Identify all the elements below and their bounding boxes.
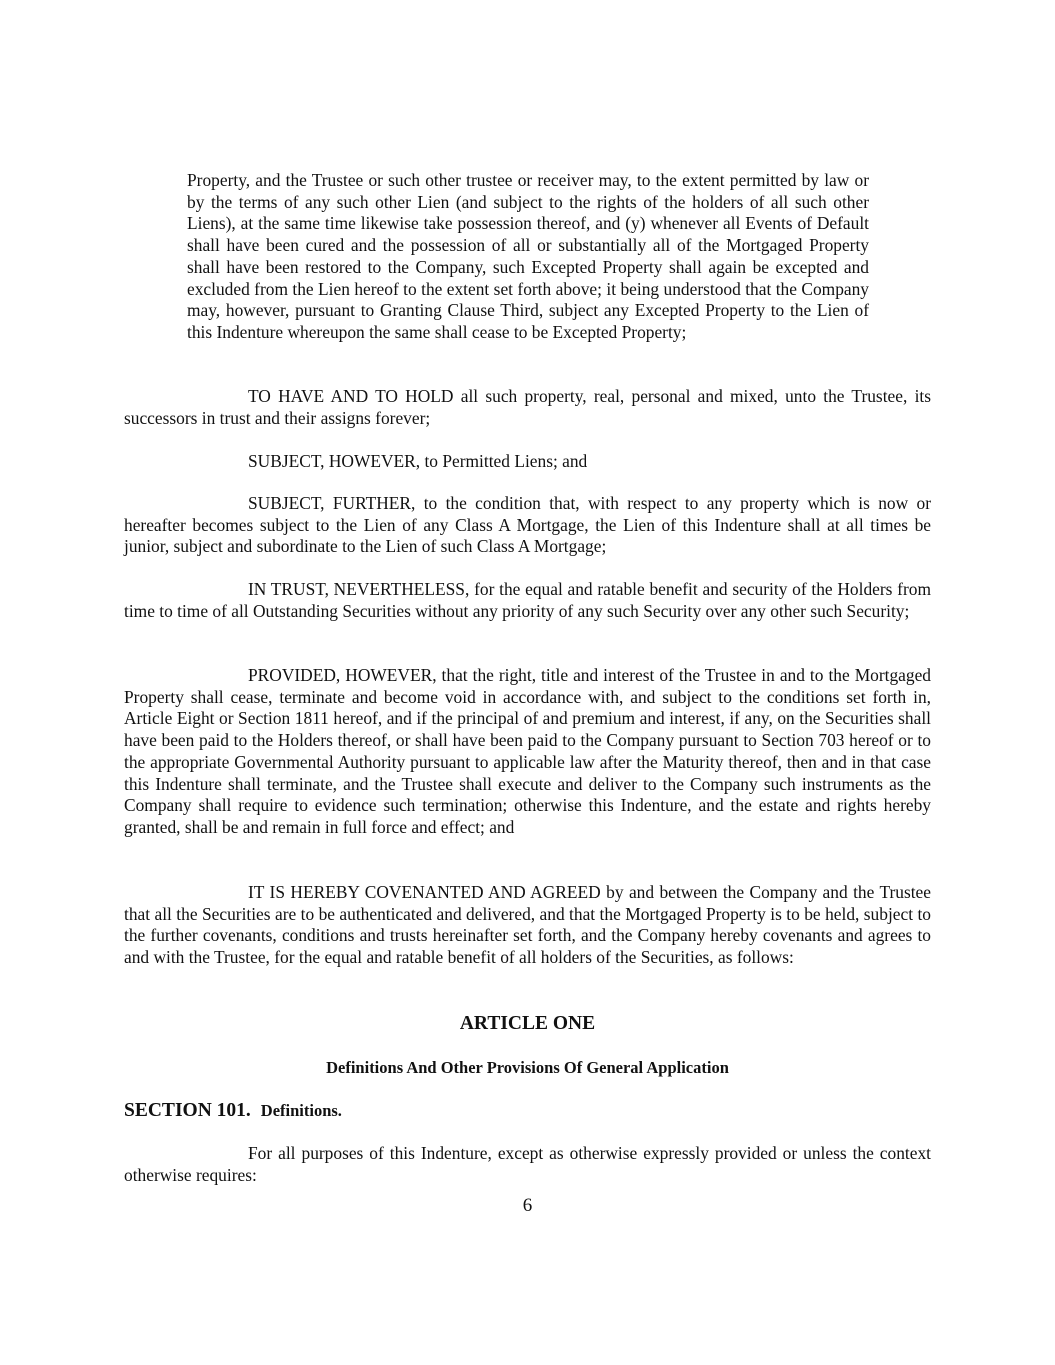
paragraph-text: IT IS HEREBY COVENANTED AND AGREED by and between the Company and the Trustee that all the Securities are to be authenticated and delivered, and that the Mortgaged Property is to be held, subject to the further covenants, conditions and trusts hereinafter set forth, and the Company hereby covenants and agrees to and with the Trustee, for the equal and ratable benefit of all holders of the Securities, as follows: xyxy=(124,882,931,968)
subject-further-paragraph xyxy=(124,493,931,558)
article-subtitle: Definitions And Other Provisions Of General Application xyxy=(326,1058,729,1077)
paragraph-text: PROVIDED, HOWEVER, that the right, title and interest of the Trustee in and to the Mortgaged Property shall cease, terminate and become void in accordance with, and subject to the conditions set forth in, Article Eight or Section 1811 hereof, and if the principal of and premium and interest, if any, on the Securities shall have been paid to the Holders thereof, or shall have been paid to the Company pursuant to Section 703 hereof or to the appropriate Governmental Authority pursuant to applicable law after the Maturity thereof, then and in that case this Indenture shall terminate, and the Trustee shall execute and deliver to the Company such instruments as the Company shall require to evidence such termination; otherwise this Indenture, and the estate and rights hereby granted, shall be and remain in full force and effect; and xyxy=(124,665,931,837)
provided-however-paragraph xyxy=(124,665,931,839)
paragraph-text: IN TRUST, NEVERTHELESS, for the equal and ratable benefit and security of the Holders from time to time of all Outstanding Securities without any priority of any such Security over any other such Security; xyxy=(124,579,931,621)
habendum-paragraph xyxy=(124,386,931,429)
paragraph-text: For all purposes of this Indenture, except as otherwise expressly provided or unless the context otherwise requires: xyxy=(124,1143,931,1185)
covenant-paragraph xyxy=(124,882,931,969)
subject-however-paragraph xyxy=(124,451,931,473)
section-number: SECTION 101. xyxy=(124,1100,251,1121)
in-trust-paragraph xyxy=(124,579,931,622)
paragraph-text: SUBJECT, HOWEVER, to Permitted Liens; and xyxy=(248,451,588,471)
continuation-paragraph: Property, and the Trustee or such other trustee or receiver may, to the extent permitted by law or by the terms of any such other Lien (and subject to the rights of the holders of all such other Liens), at the same time likewise take possession thereof, and (y) whenever all Events of Default shall have been cured and the possession of all or substantially all of the Mortgaged Property shall have been restored to the Company, such Excepted Property shall again be excepted and excluded from the Lien hereof to the extent set forth above; it being understood that the Company may, however, pursuant to Granting Clause Third, subject any Excepted Property to the Lien of this Indenture whereupon the same shall cease to be Excepted Property; xyxy=(187,170,869,342)
section-title: Definitions. xyxy=(260,1101,342,1120)
paragraph-text: SUBJECT, FURTHER, to the condition that, with respect to any property which is now or hereafter becomes subject to the Lien of any Class A Mortgage, the Lien of this Indenture shall at all times be junior, subject and subordinate to the Lien of such Class A Mortgage; xyxy=(124,493,931,557)
section-heading xyxy=(124,1099,342,1124)
article-title: ARTICLE ONE xyxy=(459,1013,596,1034)
page-number: 6 xyxy=(522,1195,533,1216)
definitions-intro-paragraph xyxy=(124,1143,931,1186)
paragraph-text: TO HAVE AND TO HOLD all such property, real, personal and mixed, unto the Trustee, its successors in trust and their assigns forever; xyxy=(124,386,931,428)
